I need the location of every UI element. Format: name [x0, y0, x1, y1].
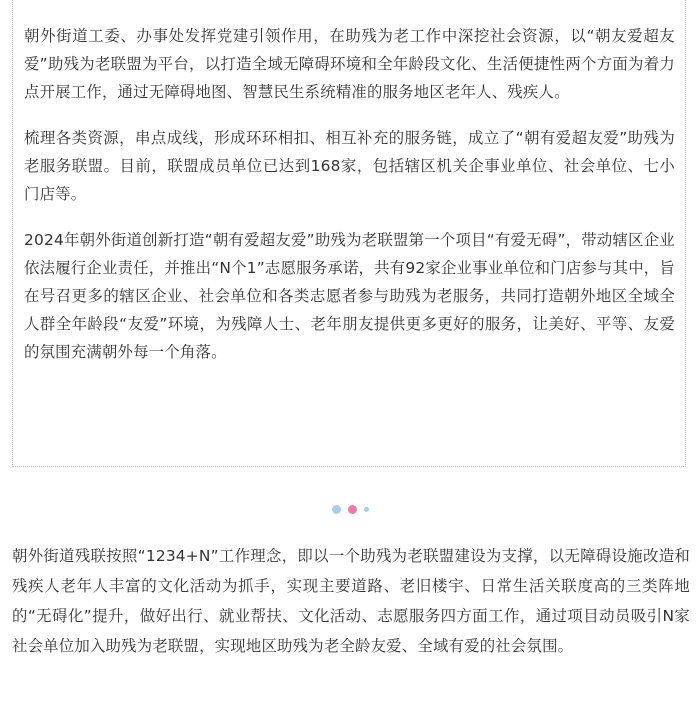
divider-dot-blue-left [332, 505, 341, 514]
divider-dot-pink [348, 505, 357, 514]
body-paragraph: 朝外街道残联按照“1234+N”工作理念，即以一个助残为老联盟建设为支撑，以无障碍设施改造和残疾人老年人丰富的文化活动为抓手，实现主要道路、老旧楼宇、日常生活关联度高的三类阵地的“无碍化”提升，做好出行、就业帮扶、文化活动、志愿服务四方面工作，通过项目动员吸引N家社会单位加入助残为老联盟，实现地区助残为老全龄友爱、全域有爱的社会氛围。 [12, 547, 690, 655]
boxed-paragraph-1: 朝外街道工委、办事处发挥党建引领作用，在助残为老工作中深挖社会资源，以“朝友爱超友爱”助残为老联盟为平台，以打造全域无障碍环境和全年龄段文化、生活便捷性两个方面为着力点开展工作，通过无障碍地图、智慧民生系统精准的服务地区老年人、残疾人。 [24, 27, 675, 101]
boxed-paragraph-3: 2024年朝外街道创新打造“朝有爱超友爱”助残为老联盟第一个项目“有爱无碍”，带动辖区企业依法履行企业责任，并推出“N个1”志愿服务承诺，共有92家企业事业单位和门店参与其中，旨在号召更多的辖区企业、社会单位和各类志愿者参与助残为老服务，共同打造朝外地区全域全人群全年龄段“友爱”环境，为残障人士、老年朋友提供更多更好的服务，让美好、平等、友爱的氛围充满朝外每一个角落。 [24, 231, 675, 361]
divider-dots [0, 503, 700, 515]
divider-dot-blue-right [364, 507, 369, 512]
boxed-paragraph-2: 梳理各类资源，串点成线，形成环环相扣、相互补充的服务链，成立了“朝有爱超友爱”助残为老服务联盟。目前，联盟成员单位已达到168家，包括辖区机关企事业单位、社会单位、七小门店等。 [24, 129, 675, 203]
boxed-text-section [12, 0, 686, 467]
